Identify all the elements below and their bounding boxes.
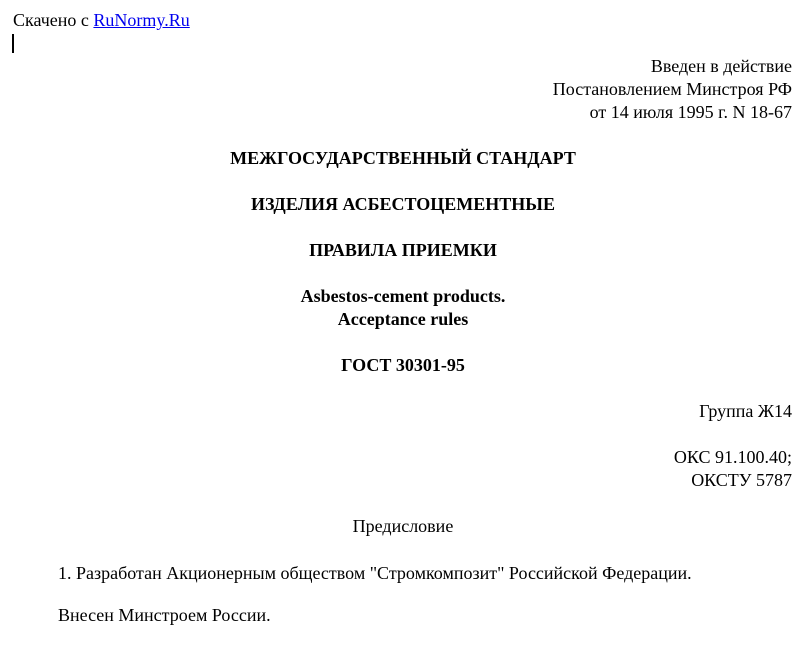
english-title-line-2: Acceptance rules [337, 309, 469, 329]
foreword-item-1-note: Внесен Минстроем России. [58, 605, 271, 625]
oks-code: ОКС 91.100.40; [673, 447, 792, 467]
source-prefix: Скачено с [13, 10, 94, 30]
standard-type-title: МЕЖГОСУДАРСТВЕННЫЙ СТАНДАРТ [230, 148, 576, 168]
foreword-item-1: 1. Разработан Акционерным обществом "Стромкомпозит" Российской Федерации. [58, 563, 692, 583]
source-line [13, 9, 190, 31]
okstu-code: ОКСТУ 5787 [691, 470, 792, 490]
english-title-line-1: Asbestos-cement products. [300, 286, 506, 306]
intro-line-1: Введен в действие [650, 56, 792, 76]
group-code: Группа Ж14 [699, 401, 792, 421]
gost-number: ГОСТ 30301-95 [341, 355, 465, 375]
intro-line-2: Постановлением Минстроя РФ [552, 79, 792, 99]
source-link[interactable]: RuNormy.Ru [93, 10, 190, 30]
text-cursor [12, 34, 14, 53]
product-title: ИЗДЕЛИЯ АСБЕСТОЦЕМЕНТНЫЕ [251, 194, 555, 214]
subject-title: ПРАВИЛА ПРИЕМКИ [309, 240, 497, 260]
foreword-heading: Предисловие [352, 516, 454, 536]
intro-line-3: от 14 июля 1995 г. N 18-67 [589, 102, 792, 122]
